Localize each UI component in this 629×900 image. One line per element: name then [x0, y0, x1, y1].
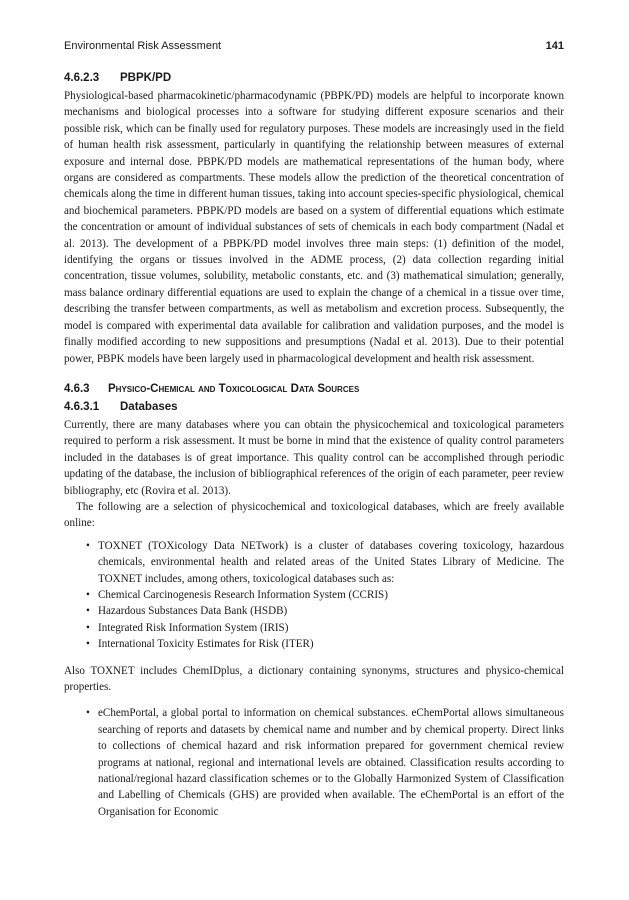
subsection-number: 4.6.2.3 — [64, 72, 100, 84]
databases-paragraph-3: Also TOXNET includes ChemIDplus, a dictionary containing synonyms, structures and physico-chemical properties. — [64, 664, 564, 693]
section-heading — [64, 383, 564, 395]
book-page — [64, 40, 564, 826]
section-number: 4.6.3 — [64, 382, 90, 395]
list-item: • Chemical Carcinogenesis Research Information System (CCRIS) — [98, 587, 564, 603]
page-number: 141 — [545, 40, 564, 52]
databases-paragraph-2: The following are a selection of physicochemical and toxicological databases, which are freely available online: — [64, 500, 564, 530]
subsection-title: Databases — [120, 400, 178, 413]
list-item: • TOXNET (TOXicology Data NETwork) is a cluster of databases covering toxicology, hazardous chemicals, environmental health and related areas of the United States Library of Medicine. The TOXNET includes, among others, toxicological databases such as: — [98, 538, 564, 587]
list-item: • Integrated Risk Information System (IRIS) — [98, 620, 564, 636]
pbpk-paragraph: Physiological-based pharmacokinetic/pharmacodynamic (PBPK/PD) models are helpful to incorporate known mechanisms and biological processes into a software for studying different exposure scenarios and their possible risk, which can be finally used for regulatory purposes. These models are increasingly used in the field of human health risk assessment, particularly in quantifying the relationship between measures of external exposure and internal dose. PBPK/PD models are mathematical representations of the human body, where organs are considered as compartments. These models allow the prediction of the theoretical concentration of chemicals along the time in different human tissues, taking into account species-specific physiological, chemical and biochemical parameters. PBPK/PD models are based on a system of differential equations which estimate the concentration or amount of individual substances of sets of chemicals in each body compartment (Nadal et al. 2013). The development of a PBPK/PD model involves three main steps: (1) definition of the model, identifying the organs or tissues involved in the ADME process, (2) data collection regarding initial concentration, tissue volumes, solubility, metabolic constants, etc. and (3) mathematical simulation; generally, mass balance ordinary differential equations are used to explain the change of a chemical in a tissue over time, describing the transfer between compartments, as well as metabolism and excretion process. Subsequently, the model is compared with experimental data available for calibration and validation purposes, and the model is finally modified according to new suppositions and presumptions (Nadal et al. 2013). Due to their potential power, PBPK models have been largely used in pharmacological development and health risk assessment. — [64, 90, 564, 365]
list-item: • Hazardous Substances Data Bank (HSDB) — [98, 603, 564, 619]
list-item: • eChemPortal, a global portal to information on chemical substances. eChemPortal allows simultaneous searching of reports and datasets by chemical name and number and by chemical property. Direct links to collections of chemical hazard and risk information prepared for government chemical review programs at national, regional and international levels are obtained. Classification results according to national/regional hazard classification schemes or to the Globally Harmonized System of Classification and Labelling of Chemicals (GHS) are provided when available. The eChemPortal is an effort of the Organisation for Economic — [98, 705, 564, 820]
section-title: Physico-Chemical and Toxicological Data Sources — [108, 382, 360, 395]
subsection-number: 4.6.3.1 — [64, 400, 100, 413]
portal-list — [64, 705, 564, 820]
running-header — [64, 40, 564, 58]
subsection-heading-databases — [64, 401, 564, 413]
running-title: Environmental Risk Assessment — [64, 40, 222, 52]
subsection-title: PBPK/PD — [120, 72, 172, 84]
list-item: • International Toxicity Estimates for Risk (ITER) — [98, 636, 564, 652]
database-list — [64, 538, 564, 653]
databases-paragraph-1: Currently, there are many databases where you can obtain the physicochemical and toxicological parameters required to perform a risk assessment. It must be borne in mind that the existence of quality control parameters included in the databases is of great importance. This quality control can be accomplished through periodic updating of the database, the inclusion of bibliographical references of the origin of each parameter, peer review bibliography, etc (Rovira et al. 2013). — [64, 418, 564, 497]
subsection-heading-pbpk — [64, 72, 564, 84]
